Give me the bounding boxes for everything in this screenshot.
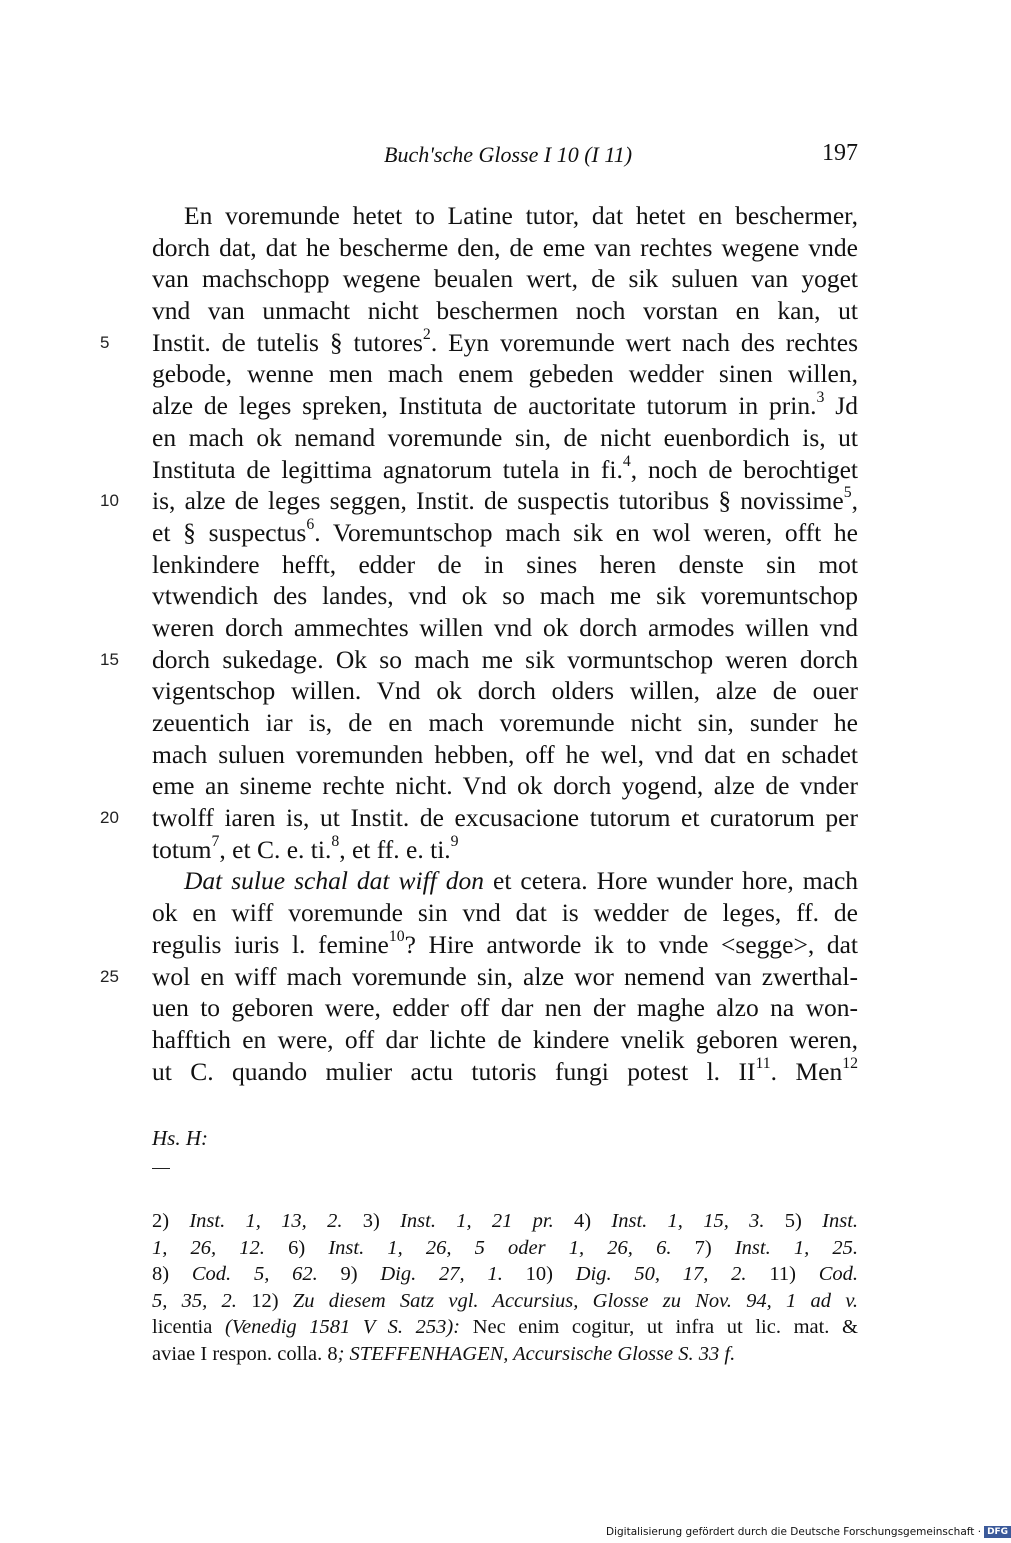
- divider: [152, 1168, 170, 1169]
- text-line: 10 is, alze de leges seggen, Instit. de suspectis tutoribus § novissime$^5$,: [100, 484, 858, 516]
- footnote-line: 2) Inst. 1, 13, 2. 3) Inst. 1, 21 pr. 4) Inst. 1, 15, 3. 5) Inst.: [152, 1210, 859, 1232]
- page-number: 197: [822, 140, 858, 166]
- text-line: Instituta de legittima agnatorum tutela in fi.$^4$, noch de berochtiget: [152, 452, 858, 484]
- footnote-ref: 6: [306, 516, 315, 534]
- running-title: Buch'sche Glosse I 10 (I 11): [384, 142, 633, 167]
- footnote-line: aviae I respon. colla. 8; STEFFENHAGEN, Accursische Glosse S. 33 f.: [152, 1342, 736, 1365]
- footnote-line: 8) Cod. 5, 62. 9) Dig. 27, 1. 10) Dig. 50, 17, 2. 11) Cod.: [152, 1263, 858, 1285]
- text-line: Dat sulue schal dat wiff don et cetera. Hore wunder hore, mach: [184, 866, 859, 896]
- text-line: alze de leges spreken, Instituta de auctoritate tutorum in prin.$^3$ Jd: [152, 389, 858, 421]
- text-line: gebode, wenne men mach enem gebeden wedder sinen willen,: [152, 359, 858, 389]
- text-line: et § suspectus$^6$. Voremuntschop mach sik en wol weren, offt he: [152, 516, 858, 547]
- lemma: Dat sulue schal dat wiff don: [184, 866, 485, 896]
- text-line: ut C. quando mulier actu tutoris fungi potest l. II$^{11}$. Men$^{12}$: [152, 1054, 858, 1086]
- text-line: uen to geboren were, edder off dar nen der maghe alzo na won-: [152, 993, 858, 1023]
- text-line: 15 dorch sukedage. Ok so mach me sik vormuntschop weren dorch: [100, 644, 858, 674]
- footnote-ref: 8: [331, 832, 340, 850]
- line-number: 25: [100, 966, 119, 986]
- line-number: 5: [100, 332, 110, 352]
- text-line: totum$^7$, et C. e. ti.$^8$, et ff. e. ti.$^9$: [152, 832, 459, 864]
- text-line: hafftich en were, off dar lichte de kindere vnelik geboren weren,: [152, 1024, 858, 1054]
- text-line: vnd van unmacht nicht beschermen noch vorstan en kan, ut: [152, 296, 858, 326]
- footnote-ref: 9: [450, 832, 459, 850]
- text-line: en mach ok nemand voremunde sin, de nicht euenbordich is, ut: [152, 422, 858, 452]
- text-line: mach suluen voremunden hebben, off he wel, vnd dat en schadet: [152, 739, 858, 769]
- footnote-ref: 11: [755, 1054, 771, 1072]
- main-text: [100, 200, 859, 1087]
- text-line: vtwendich des landes, vnd ok so mach me sik voremuntschop: [152, 581, 858, 611]
- line-number: 15: [100, 649, 119, 669]
- text-line: lenkindere hefft, edder de in sines heren denste sin mot: [152, 549, 858, 579]
- footnote-line: licentia (Venedig 1581 V S. 253): Nec enim cogitur, ut infra ut lic. mat. &: [152, 1316, 858, 1338]
- text-line: weren dorch ammechtes willen vnd ok dorch armodes willen vnd: [152, 612, 858, 642]
- dfg-logo: DFG: [984, 1526, 1011, 1538]
- running-header: [152, 140, 858, 174]
- footnote-ref: 12: [842, 1054, 858, 1072]
- text-line: ok en wiff voremunde sin vnd dat is wedder de leges, ff. de: [152, 898, 858, 928]
- footnotes: [152, 1208, 858, 1367]
- text-line: vigentschop willen. Vnd ok dorch olders willen, alze de ouer: [152, 676, 858, 706]
- footnote-line: 5, 35, 2. 12) Zu diesem Satz vgl. Accursius, Glosse zu Nov. 94, 1 ad v.: [152, 1289, 859, 1312]
- footnote-ref: 4: [622, 452, 631, 470]
- text-line: 25 wol en wiff mach voremunde sin, alze wor nemend van zwerthal-: [100, 961, 858, 991]
- line-number: 10: [100, 491, 119, 511]
- line-number: 20: [100, 808, 119, 828]
- text-line: zeuentich iar is, de en mach voremunde nicht sin, sunder he: [152, 708, 858, 737]
- footnote-ref: 10: [388, 927, 405, 945]
- footnote-ref: 3: [816, 389, 825, 407]
- footnote-line: 1, 26, 12. 6) Inst. 1, 26, 5 oder 1, 26, 6. 7) Inst. 1, 25.: [152, 1236, 859, 1259]
- text-line: 5 Instit. de tutelis § tutores$^2$. Eyn voremunde wert nach des rechtes: [100, 325, 858, 357]
- footnote-ref: 5: [843, 484, 852, 502]
- digitization-credit: Digitalisierung gefördert durch die Deutsche Forschungsgemeinschaft · DFG: [606, 1526, 1011, 1538]
- text-line: 20 twolff iaren is, ut Instit. de excusacione tutorum et curatorum per: [100, 803, 858, 833]
- text-line: En voremunde hetet to Latine tutor, dat hetet en beschermer,: [184, 201, 858, 230]
- footnote-ref: 7: [211, 832, 220, 850]
- footnote-ref: 2: [422, 325, 431, 343]
- text-line: regulis iuris l. femine$^{10}$? Hire antworde ik to vnde <segge>, dat: [152, 927, 858, 959]
- text-line: dorch dat, dat he bescherme den, de eme van rechtes wegene vnde: [152, 232, 858, 262]
- manuscript-label: Hs. H:: [152, 1126, 208, 1150]
- text-line: eme an sineme rechte nicht. Vnd ok dorch yogend, alze de vnder: [152, 771, 858, 801]
- text-line: van machschopp wegene beualen wert, de sik suluen van yoget: [152, 264, 858, 294]
